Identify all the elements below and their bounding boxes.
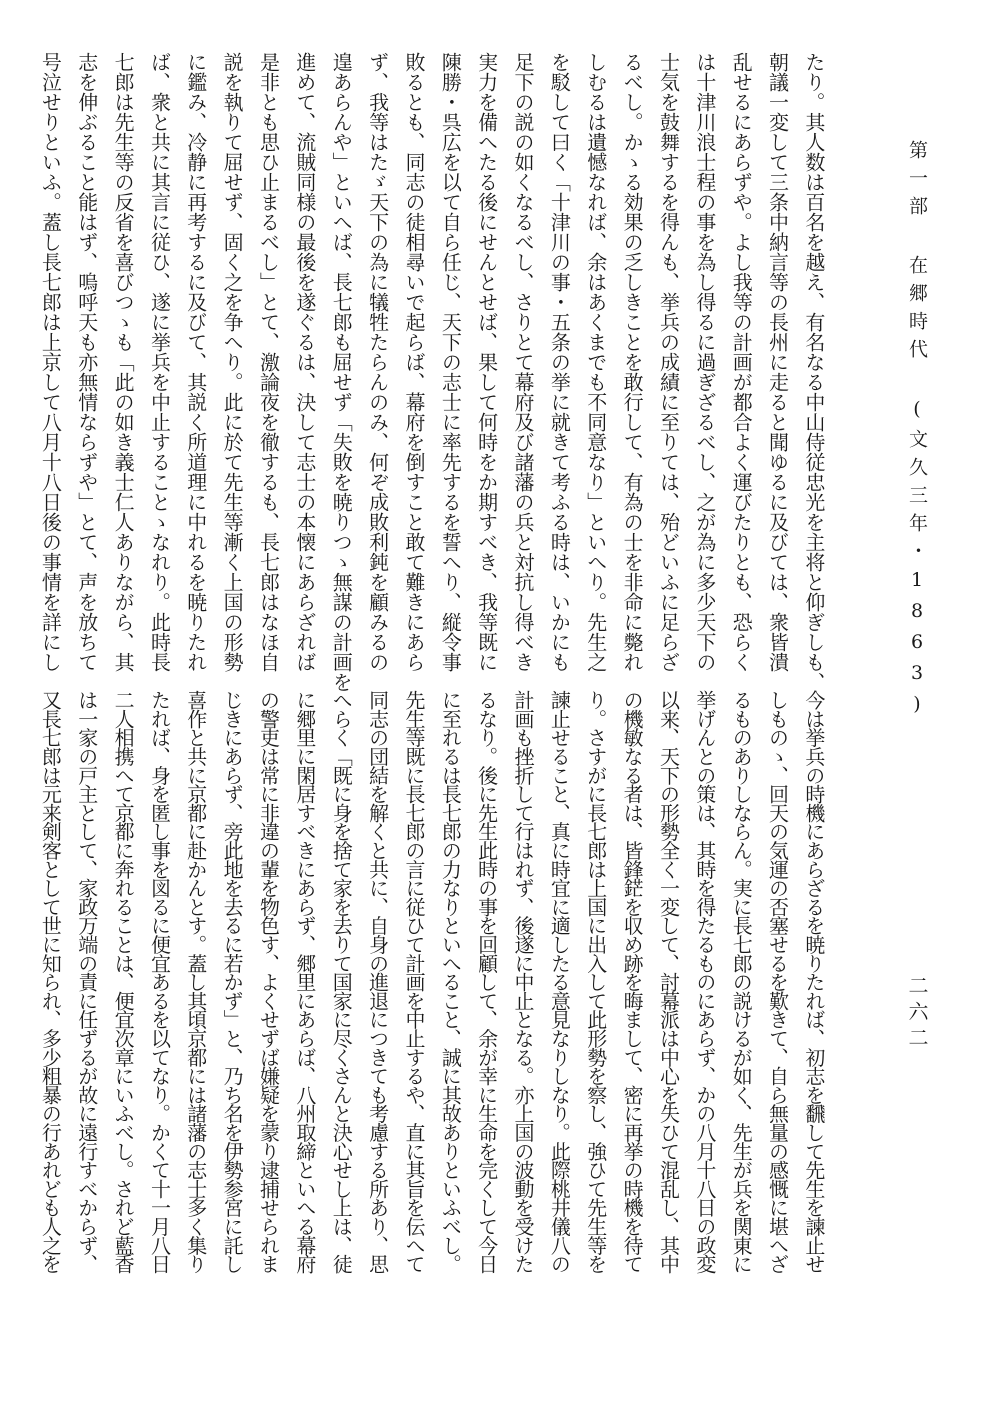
- upper-text-column: [289, 52, 325, 672]
- text-line: 説を執りて屈せず、固く之を争へり。此に於て先生等漸く上国の形勢: [220, 52, 245, 672]
- text-line: しものゝ、回天の気運の否塞せるを歎きて、自ら無量の感慨に堪へざ: [765, 690, 790, 1273]
- lower-text-column: [325, 690, 361, 1325]
- upper-text-column: [688, 52, 724, 672]
- lower-text-column: [216, 690, 252, 1325]
- lower-text-column: [688, 690, 724, 1325]
- upper-text-column: [34, 52, 70, 672]
- lower-text-column: [798, 690, 834, 1325]
- lower-text-column: [143, 690, 179, 1325]
- text-line: 以来、天下の形勢全く一変して、討幕派は中心を失ひて混乱し、其中: [656, 690, 681, 1273]
- upper-text-column: [507, 52, 543, 672]
- text-line: の警吏は常に非違の輩を物色す、よくせずば嫌疑を蒙り逮捕せられま: [256, 690, 281, 1273]
- lower-text-column: [652, 690, 688, 1325]
- text-line: ず、我等はたゞ天下の為に犠牲たらんのみ、何ぞ成敗利鈍を顧みるの: [365, 52, 390, 672]
- lower-text-column: [34, 690, 70, 1325]
- text-line: たり。其人数は百名を越え、有名なる中山侍従忠光を主将と仰ぎしも、: [801, 52, 826, 692]
- text-line: 進めて、流賊同様の最後を遂ぐるは、決して志士の本懐にあらざれば: [292, 52, 317, 672]
- lower-text-column: [579, 690, 615, 1325]
- upper-text-column: [398, 52, 434, 672]
- text-line: 志を伸ぶること能はず、嗚呼天も亦無情ならずや」とて、声を放ちて: [74, 52, 99, 672]
- upper-text-column: [798, 52, 834, 692]
- text-line: 乱せるにあらずや。よし我等の計画が都合よく運びたりとも、恐らく: [729, 52, 754, 672]
- text-line: 遑あらんや」といへば、長七郎も屈せず「失敗を暁りつゝ無謀の計画を: [329, 52, 354, 692]
- text-line: 七郎は先生等の反省を喜びつゝも「此の如き義士仁人ありながら、其: [111, 52, 136, 672]
- text-line: るべし。かゝる効果の乏しきことを敢行して、有為の士を非命に斃れ: [620, 52, 645, 672]
- text-line: 又長七郎は元来剣客として世に知られ、多少粗暴の行あれども人之を: [38, 690, 63, 1273]
- upper-text-column: [616, 52, 652, 672]
- text-line: に鑑み、冷静に再考するに及びて、其説く所道理に中れるを暁りたれ: [183, 52, 208, 672]
- upper-text-column: [179, 52, 215, 672]
- upper-text-column: [761, 52, 797, 672]
- text-line: 喜作と共に京都に赴かんとす。蓋し其頃京都には諸藩の志士多く集り: [183, 690, 208, 1273]
- lower-text-column: [725, 690, 761, 1325]
- text-line: 士気を鼓舞するを得んも、挙兵の成績に至りては、殆どいふに足らざ: [656, 52, 681, 672]
- text-line: るなり。後に先生此時の事を回顧して、余が幸に生命を完くして今日: [474, 690, 499, 1273]
- upper-text-column: [107, 52, 143, 672]
- text-line: を駁して曰く「十津川の事・五条の挙に就きて考ふる時は、いかにも: [547, 52, 572, 672]
- lower-text-column: [507, 690, 543, 1325]
- upper-text-column: [70, 52, 106, 672]
- running-head: 第一部 在郷時代 (文久三年・1863): [906, 140, 928, 724]
- upper-text-column: [361, 52, 397, 672]
- upper-text-column: [252, 52, 288, 672]
- text-line: 同志の団結を解くと共に、自身の進退につきても考慮する所あり、思: [365, 690, 390, 1273]
- text-line: じきにあらず、旁此地を去るに若かず」と、乃ち名を伊勢参宮に託し: [220, 690, 245, 1273]
- text-line: 先生等既に長七郎の言に従ひて計画を中止するや、直に其旨を伝へて: [401, 690, 426, 1273]
- text-line: の機敏なる者は、皆鋒鋩を収め跡を晦まして、密に再挙の時機を待て: [620, 690, 645, 1273]
- lower-text-column: [179, 690, 215, 1325]
- upper-text-column: [725, 52, 761, 672]
- text-line: 陳勝・呉広を以て自ら任じ、天下の志士に率先するを誓へり、縦令事: [438, 52, 463, 672]
- text-line: に郷里に閑居すべきにあらず、郷里にあらば、八州取締といへる幕府: [292, 690, 317, 1273]
- text-line: 二人相携へて京都に奔れることは、便宜次章にいふべし。されど藍香: [111, 690, 136, 1273]
- text-line: 挙げんとの策は、其時を得たるものにあらず、かの八月十八日の政変: [692, 690, 717, 1273]
- text-line: 実力を備へたる後にせんとせば、果して何時をか期すべき、我等既に: [474, 52, 499, 672]
- lower-text-column: [70, 690, 106, 1325]
- text-line: へらく「既に身を捨て家を去りて国家に尽くさんと決心せし上は、徒: [329, 690, 354, 1273]
- text-line: り。さすがに長七郎は上国に出入して此形勢を察し、強ひて先生等を: [583, 690, 608, 1273]
- text-line: 諫止せること、真に時宜に適したる意見なりしなり。此際桃井儀八の: [547, 690, 572, 1273]
- text-line: に至れるは長七郎の力なりといへること、誠に其故ありといふべし。: [438, 690, 463, 1273]
- text-line: 敗るとも、同志の徒相尋いで起らば、幕府を倒すこと敢て難きにあら: [401, 52, 426, 672]
- text-line: 計画も挫折して行はれず、後遂に中止となる。亦上国の波動を受けた: [511, 690, 536, 1273]
- page-number: 二六二: [905, 975, 929, 1053]
- upper-text-column: [143, 52, 179, 672]
- text-line: ば、衆と共に其言に従ひ、遂に挙兵を中止することゝなれり。此時長: [147, 52, 172, 672]
- upper-text-column: [579, 52, 615, 672]
- text-line: は十津川浪士程の事を為し得るに過ぎざるべし、之が為に多少天下の: [692, 52, 717, 672]
- lower-text-column: [616, 690, 652, 1325]
- upper-text-column: [652, 52, 688, 672]
- text-line: 足下の説の如くなるべし、さりとて幕府及び諸藩の兵と対抗し得べき: [511, 52, 536, 672]
- text-line: 是非とも思ひ止まるべし」とて、激論夜を徹するも、長七郎はなほ自: [256, 52, 281, 672]
- lower-text-column: [470, 690, 506, 1325]
- lower-text-column: [434, 690, 470, 1325]
- upper-text-column: [216, 52, 252, 672]
- text-line: たれば、身を匿し事を図るに便宜あるを以てなり。かくて十一月八日: [147, 690, 172, 1273]
- lower-text-column: [289, 690, 325, 1325]
- text-line: しむるは遺憾なれば、余はあくまでも不同意なり」といへり。先生之: [583, 52, 608, 672]
- lower-text-column: [361, 690, 397, 1325]
- upper-text-column: [470, 52, 506, 672]
- lower-text-column: [107, 690, 143, 1325]
- lower-text-column: [252, 690, 288, 1325]
- lower-text-column: [543, 690, 579, 1325]
- text-line: 今は挙兵の時機にあらざるを暁りたれば、初志を飜して先生を諫止せ: [801, 690, 826, 1273]
- lower-text-column: [398, 690, 434, 1325]
- upper-text-column: [325, 52, 361, 692]
- upper-text-column: [434, 52, 470, 672]
- text-line: は一家の戸主として、家政万端の責に任ずるが故に遠行すべからず、: [74, 690, 99, 1273]
- lower-text-column: [761, 690, 797, 1325]
- upper-text-column: [543, 52, 579, 672]
- upper-text-block: [34, 52, 834, 692]
- text-line: 号泣せりといふ。蓋し長七郎は上京して八月十八日後の事情を詳にし: [38, 52, 63, 672]
- text-line: 朝議一変して三条中納言等の長州に走ると聞ゆるに及びては、衆皆潰: [765, 52, 790, 672]
- text-line: るものありしならん。実に長七郎の説けるが如く、先生が兵を関東に: [729, 690, 754, 1273]
- lower-text-block: [34, 690, 834, 1325]
